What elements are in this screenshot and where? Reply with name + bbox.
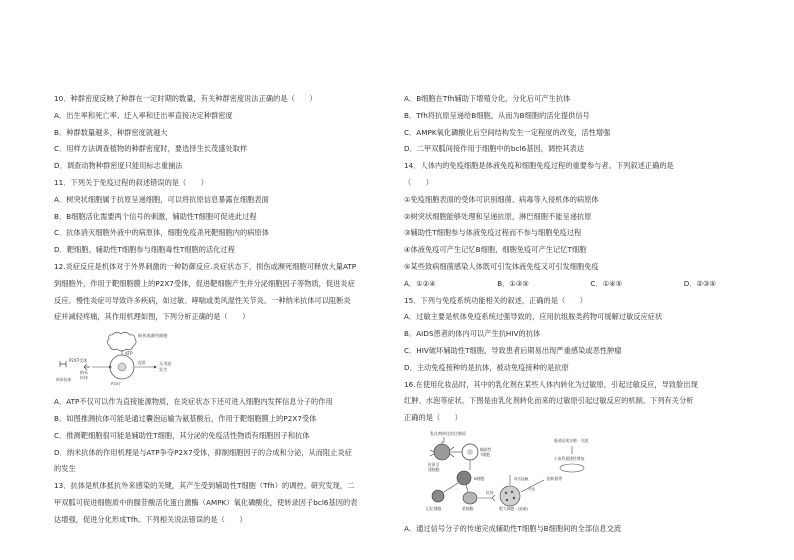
receptor-label: P2X7受体 xyxy=(69,358,88,364)
q12-stem-line-1: 12.炎症反应是机体对于外界刺激的一种防御反应.炎症状态下，损伤或濒死细胞可释放大量ATP xyxy=(54,261,357,271)
left-column xyxy=(54,94,396,532)
b-to-memory-arrow xyxy=(444,483,458,492)
right-column xyxy=(404,94,756,541)
q14-item-1: ①免疫细胞表面的受体可识别细菌、病毒等入侵机体的病原体 xyxy=(404,194,599,204)
cell-nucleus xyxy=(118,363,126,371)
q16-stem-line-1: 16.在使用化妆品时，其中的乳化剂在某些人体内转化为过敏原，引起过敏反应，导致脸出现 xyxy=(404,379,698,389)
q13-stem-line-3: 达增强，促进分化形成Tfh。下列相关说法错误的是（ ） xyxy=(54,514,247,524)
q12-option-c: C．推测靶细胞很可能是辅助性T细胞，其分泌的免疫活性物质有细胞因子和抗体 xyxy=(54,430,310,440)
plasma-cell-label: 浆细胞 xyxy=(462,505,474,511)
nanobody-label-2: 抗体 xyxy=(80,375,88,381)
q14-option-c: C．①④⑤ xyxy=(590,278,623,288)
atp-label: ATP xyxy=(125,351,133,357)
q13-option-a: A．B细胞在Tfh辅助下增殖分化，分化后可产生抗体 xyxy=(404,94,571,103)
q16-stem-line-3: 正确的是（ ） xyxy=(404,413,462,423)
b-to-plasma-arrow xyxy=(466,485,468,492)
q14-item-5: ⑤某些致病细菌感染人体既可引发体液免疫又可引发细胞免疫 xyxy=(404,261,599,271)
mast-cell-label-1: 肥大细胞 xyxy=(499,505,515,511)
reexposure-label: 再次接触 xyxy=(514,476,529,481)
q14-stem-line-2: （ ） xyxy=(404,177,433,187)
th-label-2: T细胞 xyxy=(480,451,490,457)
q10-option-a: A．出生率和死亡率、迁入率和迁出率直接决定种群密度 xyxy=(54,110,233,120)
apc-cell xyxy=(430,441,454,460)
q12-stem-line-2: 到细胞外，作用于靶细胞膜上的P2X7受体，促进靶细胞产生并分泌细胞因子等物质，促进炎症 xyxy=(54,278,355,288)
apc-label-1: 抗原呈 xyxy=(428,461,440,467)
q15-stem: 15．下列与免疫系统功能相关的叙述，正确的是（ ） xyxy=(404,295,587,305)
b-cell-label: B细胞 xyxy=(474,475,485,481)
q13-option-b: B．Tfh将抗原呈递给B细胞，从而为B细胞的活化提供信号 xyxy=(404,110,590,120)
q16-allergy-mechanism-figure xyxy=(404,430,664,514)
q16-stem-line-2: 红肿、水泡等症状。下图是由乳化剂转化而来的过敏原引起过敏反应的机制。下列有关分析 xyxy=(404,396,694,406)
q14-stem-line-1: 14．人体内的免疫细胞是体液免疫和细胞免疫过程的重要参与者。下列叙述正确的是 xyxy=(404,161,674,171)
q15-option-c: C．HIV破坏辅助性T细胞，导致患者后期易出现严重感染或恶性肿瘤 xyxy=(404,345,622,355)
blood-vessel xyxy=(560,464,584,472)
helper-t-nucleus xyxy=(467,449,473,455)
q13-stem-line-1: 13．抗体是机体抵抗外来感染的关键，其产生受到辅助性T细胞（Tfh）的调控。研究发现，二 xyxy=(54,481,355,491)
antibody-label: 抗体 xyxy=(486,489,494,495)
q11-stem: 11．下列关于免疫过程的叙述错误的是（ ） xyxy=(54,177,208,187)
q12-stem-line-3: 反应。慢性炎症可导致许多疾病，如过敏、哮喘或类风湿性关节炎。一种纳米抗体可以阻断炎 xyxy=(54,295,351,305)
q10-stem: 10．种群密度反映了种群在一定时期的数量，有关种群密度说法正确的是（ ） xyxy=(54,94,317,103)
dying-cell-label: 损伤或濒死细胞 xyxy=(138,333,168,339)
q12-mechanism-figure xyxy=(54,329,224,387)
q11-option-d: D．靶细胞、辅助性T细胞参与细胞毒性T细胞的活化过程 xyxy=(54,245,235,255)
q13-option-c: C．AMPK氧化磷酸化后空间结构发生一定程度的改变，活性增强 xyxy=(404,127,611,137)
nanobody-label-1: 纳米 xyxy=(80,370,88,376)
q15-option-a: A．过敏主要是机体免疫系统过强导致的，应用抗组胺类药物可缓解过敏反应症状 xyxy=(404,312,663,322)
symptom-label: 脸部出现水肿、水泡 xyxy=(554,437,589,443)
no-inflammation-label-2: 发生 xyxy=(159,367,168,373)
q11-option-b: B．B细胞活化需要两个信号的刺激，辅助性T细胞可促进此过程 xyxy=(54,211,257,221)
q14-option-d: D．②③⑤ xyxy=(683,278,716,288)
q14-item-4: ④体液免疫可产生记忆B细胞，细胞免疫可产生记忆T细胞 xyxy=(404,245,587,255)
receptor-icon xyxy=(60,361,66,367)
plasma-cell xyxy=(463,492,477,504)
q12-option-b: B．如图推测抗体可能是通过囊泡运输为氨基酸后，作用于靶细胞膜上的P2X7受体 xyxy=(54,413,317,423)
b-cell xyxy=(457,471,471,485)
q11-option-c: C．抗体消灭细胞外液中的病原体，细胞免疫杀死靶细胞内的病原体 xyxy=(54,228,269,238)
q13-option-d: D．二甲双胍间接作用于细胞中的bcl6基因，调控其表达 xyxy=(404,144,585,154)
allergen-label: 乳化剂转化的过敏原 xyxy=(430,430,466,436)
q15-option-b: B．AIDS患者的体内可以产生抗HIV的抗体 xyxy=(404,329,541,339)
p2x7-label: P2X7 xyxy=(111,381,121,387)
q12-stem-line-4: 症并减轻疼痛，其作用机理如图，下列分析正确的是（ ） xyxy=(54,312,250,322)
dying-cell-shape xyxy=(107,332,136,351)
permeability-label: 小血管通透性增加 xyxy=(554,455,585,461)
mast-cell-label-2: (致敏) xyxy=(518,506,528,511)
q14-option-b: B．①③⑤ xyxy=(497,278,529,288)
q15-option-d: D．主动免疫接种的是抗体，被动免疫接种的是抗原 xyxy=(404,362,569,372)
th-label-1: 辅助性 xyxy=(480,446,492,452)
histamine-label: 组织胺等 xyxy=(547,475,563,481)
q11-option-a: A．树突状细胞属于抗原呈递细胞，可以将抗原信息暴露在细胞表面 xyxy=(54,194,269,204)
output-arrowhead xyxy=(154,366,157,369)
q12-option-d-cont: 的发生 xyxy=(54,464,76,474)
q14-item-2: ②树突状细胞能够处理和呈递抗原，淋巴细胞不能呈递抗原 xyxy=(404,211,592,221)
no-inflammation-label-1: 无炎症 xyxy=(159,361,172,367)
memory-cell-label: 记忆细胞 xyxy=(426,505,442,511)
q13-stem-line-2: 甲双胍可促进细胞质中的腺苷酸活化蛋白激酶（AMPK）氧化磷酸化，使转录因子bcl6基因的表 xyxy=(54,497,358,507)
q12-option-a: A．ATP不仅可以作为直接能源物质，在炎症状态下还可进入细胞内发挥信息分子的作用 xyxy=(54,397,333,407)
q14-options xyxy=(404,279,756,289)
q14-item-3: ③辅助性T细胞参与体液免疫过程而不参与细胞免疫过程 xyxy=(404,228,582,238)
antibody-arrow xyxy=(478,495,495,501)
secretion-label: 分泌 xyxy=(528,486,536,491)
nanobody-caption: 纳米抗体 xyxy=(56,377,72,383)
q10-option-b: B．种群数量越多，种群密度就越大 xyxy=(54,127,168,137)
q10-option-d: D．调查动物种群密度只能用标志重捕法 xyxy=(54,161,183,171)
q16-option-a: A．通过信号分子的传递完成辅助性T细胞与B细胞间的全部信息交流 xyxy=(404,523,622,533)
apc-label-2: 递细胞 xyxy=(428,466,440,472)
mast-cell xyxy=(500,486,520,506)
promote-label: 促进 xyxy=(138,360,146,366)
q12-option-d: D．纳米抗体的作用机理是与ATP争夺P2X7受体，抑制细胞因子的合成和分泌，从而阻止炎症 xyxy=(54,447,352,457)
q10-option-c: C．用样方法调查植物的种群密度时，要选择生长茂盛处取样 xyxy=(54,144,248,154)
q14-option-a: A．①②④ xyxy=(404,278,436,288)
memory-cell xyxy=(432,490,444,502)
